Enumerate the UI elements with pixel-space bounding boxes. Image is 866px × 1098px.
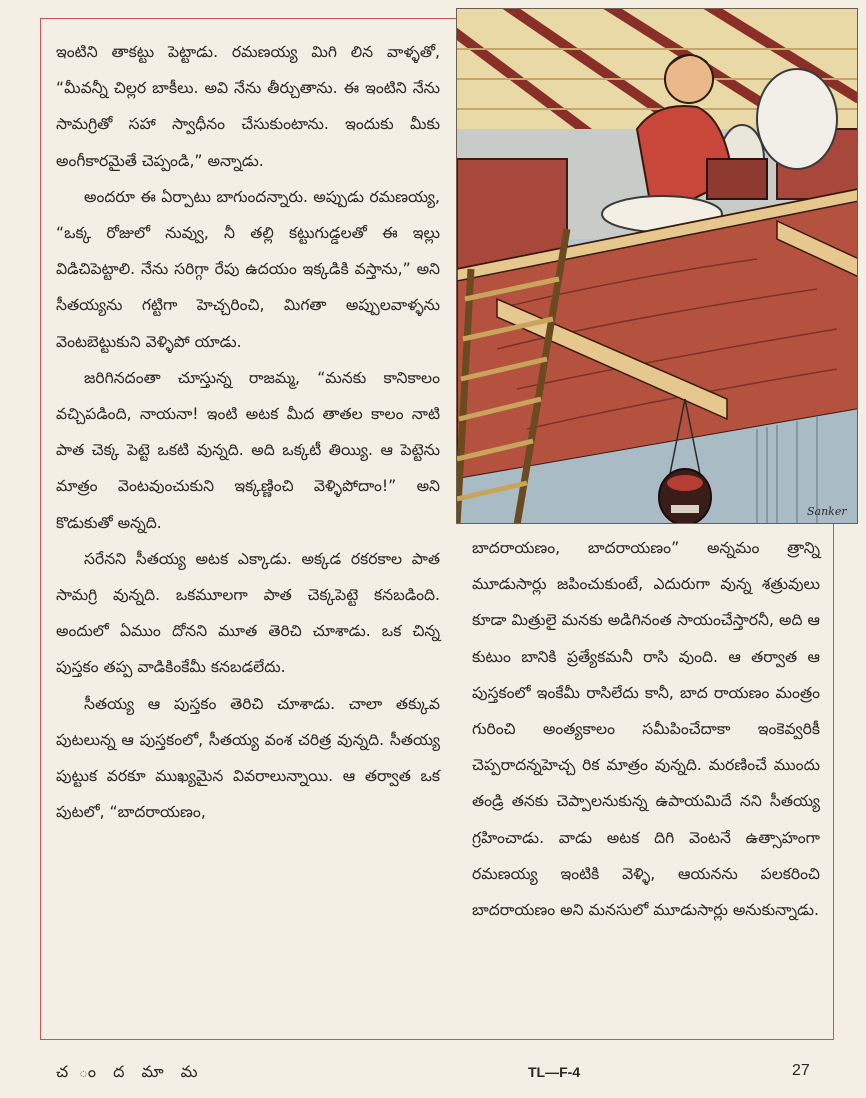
story-paragraph-2: అందరూ ఈ ఏర్పాటు బాగుందన్నారు. అప్పుడు రమణయ్య, “ఒక్క రోజులో నువ్వు, నీ తల్లి కట్టుగుడ్డలతో ఈ ఇల్లు విడిచిపెట్టాలి. నేను సరిగ్గా రేపు ఉదయం ఇక్కడికి వస్తాను,” అని సీతయ్యను గట్టిగా హెచ్చరించి, మిగతా అప్పులవాళ్ళను వెంటబెట్టుకుని వెళ్ళిపో యాడు. (56, 187, 440, 351)
artist-signature: Sanker (807, 505, 847, 518)
story-paragraph-5: సీతయ్య ఆ పుస్తకం తెరిచి చూశాడు. చాలా తక్కువ పుటలున్న ఆ పుస్తకంలో, సీతయ్య వంశ చరిత్ర వున్నది. సీతయ్య పుట్టుక వరకూ ముఖ్యమైన వివరాలున్నాయి. ఆ తర్వాత ఒక పుటలో, “బాదరాయణం, (56, 694, 440, 822)
page-number: 27 (792, 1062, 810, 1079)
magazine-name: చ ం ద మా మ (56, 1062, 204, 1081)
story-paragraph-4: సరేనని సీతయ్య అటక ఎక్కాడు. అక్కడ రకరకాల పాత సామగ్రి వున్నది. ఒకమూలగా పాత చెక్కపెట్టె కనబడింది. అందులో ఏముం దోనని మూత తెరిచి చూశాడు. ఒక చిన్న పుస్తకం తప్ప వాడికింకేమీ కనబడలేదు. (56, 549, 440, 677)
page-footer (40, 1058, 834, 1088)
story-paragraph-1: ఇంటిని తాకట్టు పెట్టాడు. రమణయ్య మిగి లిన వాళ్ళతో, “మీవన్నీ చిల్లర బాకీలు. అవి నేను తీర్చుతాను. ఈ ఇంటిని నేను సామగ్రితో సహా స్వాధీనం చేసుకుంటాను. ఇందుకు మీకు అంగీకారమైతే చెప్పండి,” అన్నాడు. (56, 43, 440, 170)
story-paragraph-3: జరిగినదంతా చూస్తున్న రాజమ్మ, “మనకు కానికాలం వచ్చిపడింది, నాయనా! ఇంటి అటక మీద తాతల కాలం నాటి పాత చెక్క పెట్టె ఒకటి వున్నది. అది ఒక్కటీ తియ్యి. ఆ పెట్టెను మాత్రం వెంటవుంచుకుని ఇక్కణ్ణించి వెళ్ళిపోదాం!” అని కొడుకుతో అన్నది. (56, 368, 440, 532)
attic-scene-image (457, 9, 858, 524)
story-illustration (456, 8, 858, 524)
page-code: TL—F-4 (528, 1064, 581, 1080)
story-right-column (472, 530, 820, 928)
story-left-column (56, 34, 440, 830)
story-paragraph-6: బాదరాయణం, బాదరాయణం” అన్నమం త్రాన్ని మూడుసార్లు జపించుకుంటే, ఎదురుగా వున్న శత్రువులు కూడా మిత్రులై మనకు అడిగినంత సాయంచేస్తారనీ, అది ఆ కుటుం బానికి ప్రత్యేకమనీ రాసి వుంది. ఆ తర్వాత ఆ పుస్తకంలో ఇంకేమీ రాసిలేదు కానీ, బాద రాయణం మంత్రం గురించి అంత్యకాలం సమీపించేదాకా ఇంకెవ్వరికీ చెప్పరాదన్నహెచ్చ రిక మాత్రం వున్నది. మరణించే ముందు తండ్రి తనకు చెప్పాలనుకున్న ఉపాయమిదే నని సీతయ్య గ్రహించాడు. వాడు అటక దిగి వెంటనే ఉత్సాహంగా రమణయ్య ఇంటికి వెళ్ళి, ఆయనను పలకరించి బాదరాయణం అని మనసులో మూడుసార్లు అనుకున్నాడు. (472, 539, 820, 920)
